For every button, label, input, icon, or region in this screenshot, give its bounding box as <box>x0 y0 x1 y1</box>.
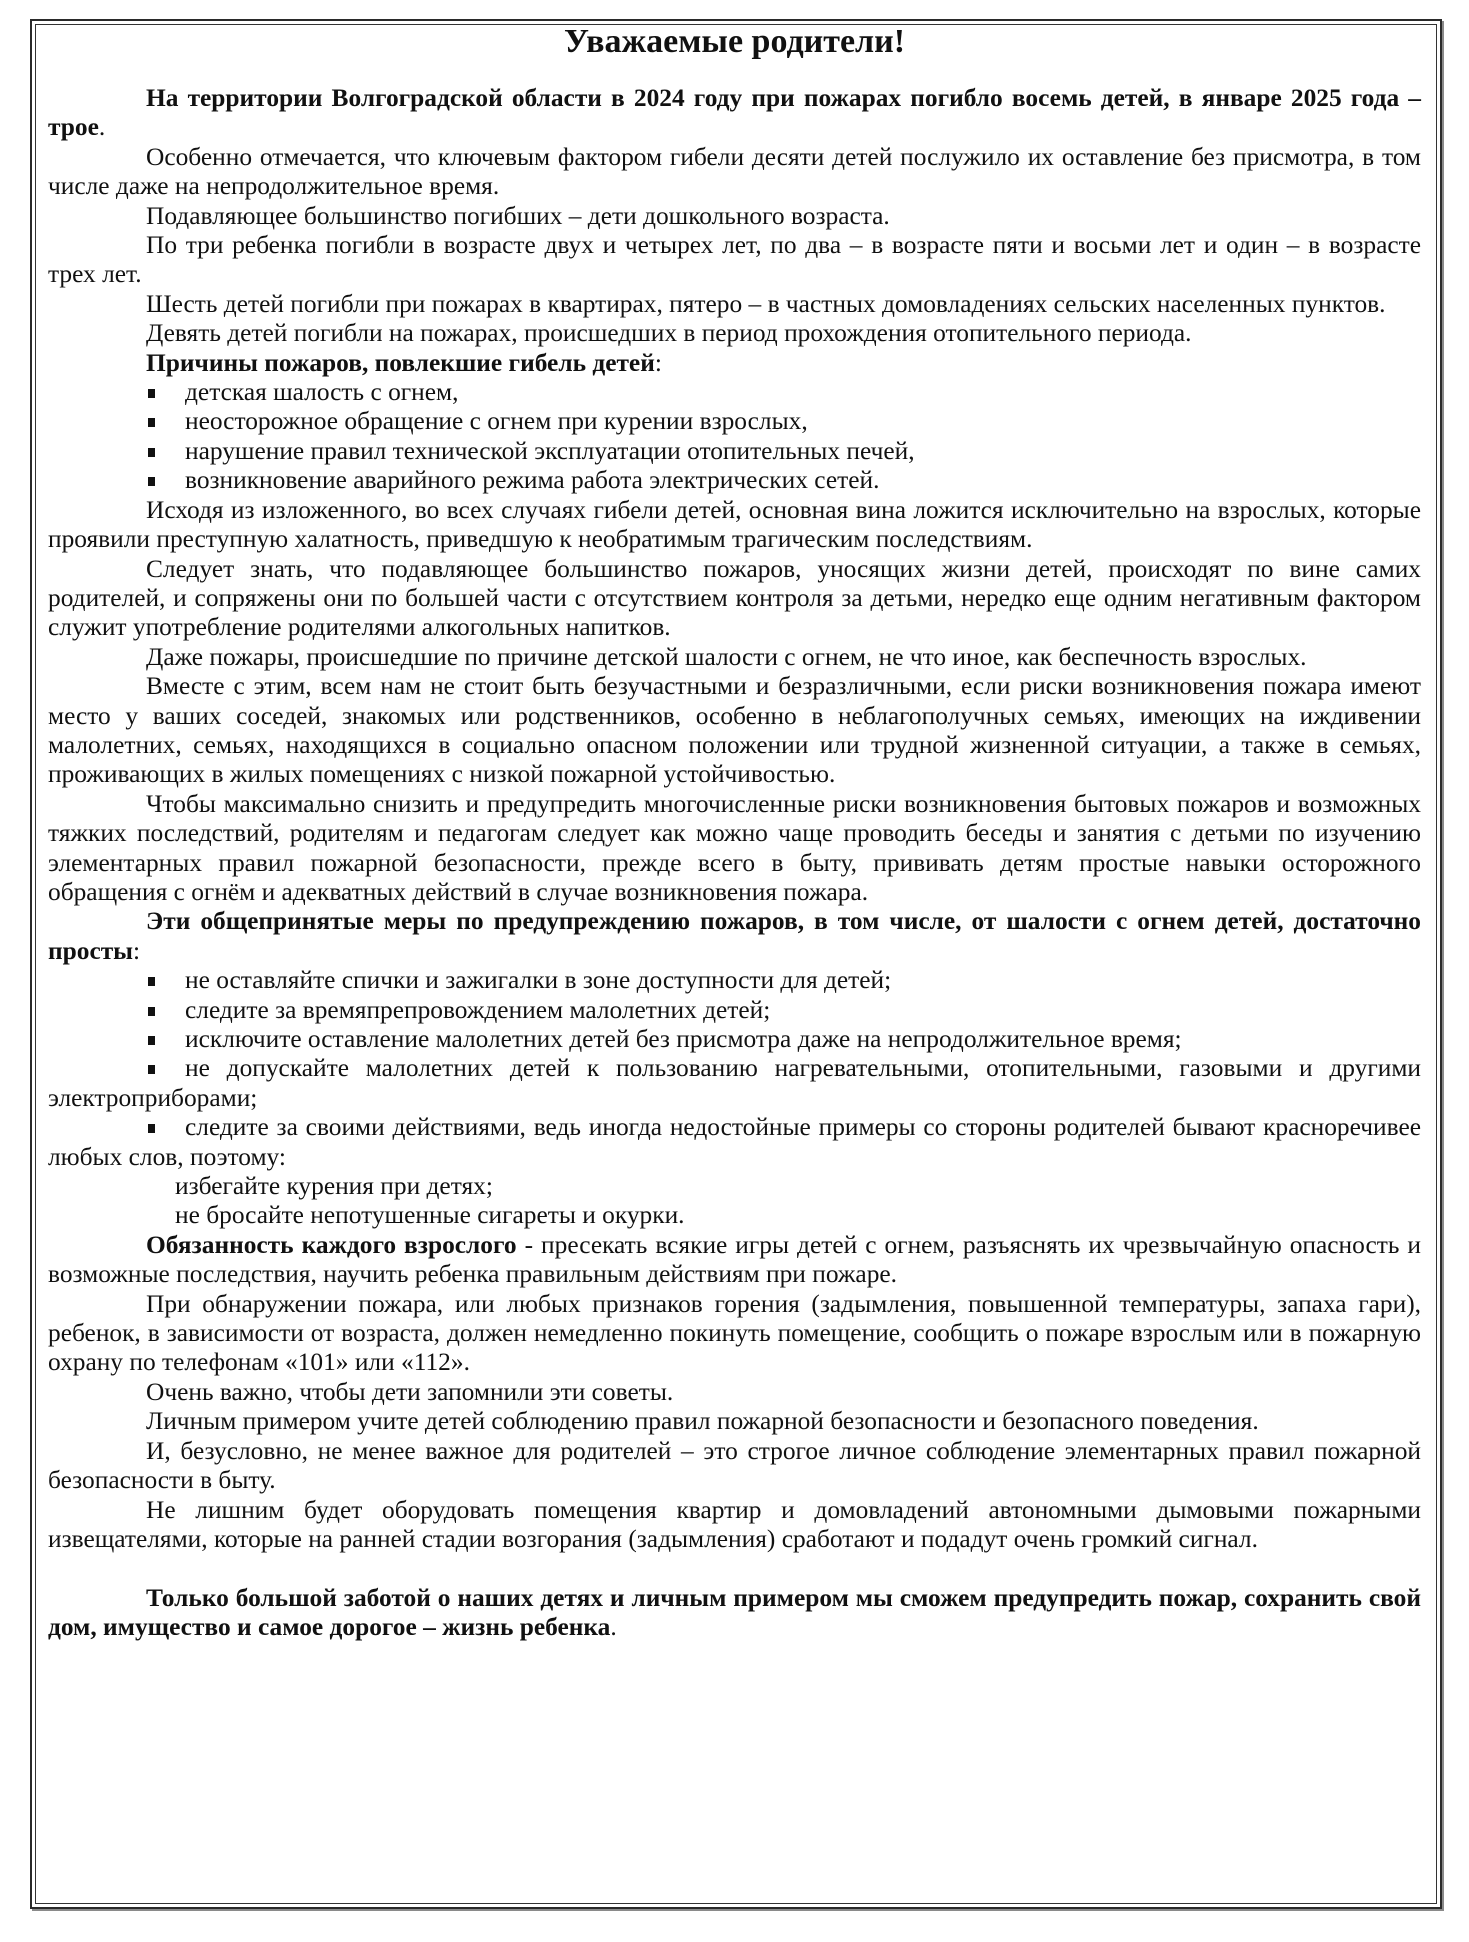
square-bullet-icon <box>148 418 155 427</box>
list-item <box>48 1025 1421 1054</box>
closing-tail: . <box>610 1613 617 1642</box>
list-item <box>48 966 1421 995</box>
duty-text: - пресекать всякие игры детей с огнем, разъяснять их чрезвычайную опасность и возможные последствия, научить ребенка правильным действиям при пожаре. <box>48 1230 1421 1289</box>
paragraph: Очень важно, чтобы дети запомнили эти советы. <box>146 1377 674 1406</box>
paragraph: При обнаружении пожара, или любых признаков горения (задымления, повышенной температуры, запаха гари), ребенок, в зависимости от возраста, должен немедленно покинуть помещение, сообщить о пожаре взрослым или в пожарную охрану по телефонам «101» или «112». <box>48 1289 1421 1377</box>
square-bullet-icon <box>148 1007 155 1016</box>
measures-heading-colon: : <box>133 936 141 965</box>
list-item-text: исключите оставление малолетних детей без присмотра даже на непродолжительное время; <box>185 1025 1182 1053</box>
closing-bold-text: Только большой заботой о наших детях и личным примером мы сможем предупредить пожар, сохранить свой дом, имущество и самое дорогое – жизнь ребенка <box>48 1583 1421 1642</box>
duty-paragraph <box>48 1231 1421 1290</box>
list-item-text: не допускайте малолетних детей к пользованию нагревательными, отопительными, газовыми и другими электроприборами; <box>48 1054 1421 1112</box>
measures-heading-text: Эти общепринятые меры по предупреждению пожаров, в том числе, от шалости с огнем детей, достаточно просты <box>48 907 1421 965</box>
list-item-text: нарушение правил технической эксплуатации отопительных печей, <box>185 436 915 465</box>
list-item-text: неосторожное обращение с огнем при курении взрослых, <box>185 407 808 436</box>
list-item <box>48 1113 1421 1172</box>
causes-heading <box>48 349 1421 378</box>
page-title: Уважаемые родители! <box>563 23 906 60</box>
paragraph: Чтобы максимально снизить и предупредить многочисленные риски возникновения бытовых пожаров и возможных тяжких последствий, родителям и педагогам следует как можно чаще проводить беседы и занятия с детьми по изучению элементарных правил пожарной безопасности, прежде всего в быту, прививать детям простые навыки осторожного обращения с огнём и адекватных действий в случае возникновения пожара. <box>48 789 1421 906</box>
intro-bold-text: На территории Волгоградской области в 2024 году при пожарах погибло восемь детей, в январе 2025 года – трое <box>48 84 1421 142</box>
paragraph: Следует знать, что подавляющее большинство пожаров, уносящих жизни детей, происходят по вине самих родителей, и сопряжены они по большей части с отсутствием контроля за детьми, нередко еще одним негативным фактором служит употребление родителями алкогольных напитков. <box>48 554 1421 642</box>
square-bullet-icon <box>148 1065 155 1074</box>
list-item <box>48 996 1421 1025</box>
square-bullet-icon <box>148 448 155 457</box>
list-item <box>48 437 1421 466</box>
paragraph: И, безусловно, не менее важное для родителей – это строгое личное соблюдение элементарных правил пожарной безопасности в быту. <box>48 1436 1421 1495</box>
paragraph: Даже пожары, происшедшие по причине детской шалости с огнем, не что иное, как беспечность взрослых. <box>146 642 1307 671</box>
paragraph: Вместе с этим, всем нам не стоит быть безучастными и безразличными, если риски возникновения пожара имеют место у ваших соседей, знакомых или родственников, особенно в неблагополучных семьях, имеющих на иждивении малолетних, семьях, находящихся в социально опасном положении или трудной жизненной ситуации, а также в семьях, проживающих в жилых помещениях с низкой пожарной устойчивостью. <box>48 672 1421 789</box>
paragraph: Девять детей погибли на пожарах, происшедших в период прохождения отопительного периода. <box>146 319 1192 348</box>
duty-bold-text: Обязанность каждого взрослого <box>146 1230 517 1259</box>
measures-list <box>48 966 1421 1172</box>
square-bullet-icon <box>148 1124 155 1133</box>
square-bullet-icon <box>148 477 155 486</box>
causes-heading-text: Причины пожаров, повлекшие гибель детей <box>146 348 655 377</box>
list-item-text: возникновение аварийного режима работа электрических сетей. <box>185 466 880 495</box>
paragraph: Личным примером учите детей соблюдению правил пожарной безопасности и безопасного поведения. <box>146 1407 1259 1436</box>
list-item <box>48 1054 1421 1113</box>
list-item-text: не оставляйте спички и зажигалки в зоне доступности для детей; <box>185 966 892 995</box>
list-item <box>48 407 1421 436</box>
paragraph: Не лишним будет оборудовать помещения квартир и домовладений автономными дымовыми пожарными извещателями, которые на ранней стадии возгорания (задымления) сработают и подадут очень громкий сигнал. <box>48 1495 1421 1553</box>
paragraph: Подавляющее большинство погибших – дети дошкольного возраста. <box>146 201 890 230</box>
square-bullet-icon <box>148 977 155 986</box>
intro-paragraph <box>48 84 1421 143</box>
sub-list-item: не бросайте непотушенные сигареты и окурки. <box>175 1201 685 1230</box>
causes-list <box>48 378 1421 496</box>
measures-heading <box>48 907 1421 966</box>
paragraph: Особенно отмечается, что ключевым фактором гибели десяти детей послужило их оставление без присмотра, в том числе даже на непродолжительное время. <box>48 142 1421 201</box>
paragraph: Шесть детей погибли при пожарах в квартирах, пятеро – в частных домовладениях сельских населенных пунктов. <box>146 289 1386 318</box>
intro-tail: . <box>98 113 106 142</box>
list-item <box>48 378 1421 407</box>
paragraph: По три ребенка погибли в возрасте двух и четырех лет, по два – в возрасте пяти и восьми лет и один – в возрасте трех лет. <box>48 231 1421 289</box>
document-content <box>48 22 1421 1643</box>
sub-list-item: избегайте курения при детях; <box>175 1172 493 1201</box>
list-item-text: следите за времяпрепровождением малолетних детей; <box>185 995 771 1024</box>
list-item <box>48 466 1421 495</box>
paragraph: Исходя из изложенного, во всех случаях гибели детей, основная вина ложится исключительно на взрослых, которые проявили преступную халатность, приведшую к необратимым трагическим последствиям. <box>48 495 1421 554</box>
closing-paragraph <box>48 1584 1421 1643</box>
square-bullet-icon <box>148 389 155 398</box>
square-bullet-icon <box>148 1036 155 1045</box>
spacer <box>48 1554 1421 1583</box>
list-item-text: детская шалость с огнем, <box>185 378 459 407</box>
causes-heading-colon: : <box>654 348 662 377</box>
list-item-text: следите за своими действиями, ведь иногда недостойные примеры со стороны родителей бывают красноречивее любых слов, поэтому: <box>48 1113 1421 1171</box>
